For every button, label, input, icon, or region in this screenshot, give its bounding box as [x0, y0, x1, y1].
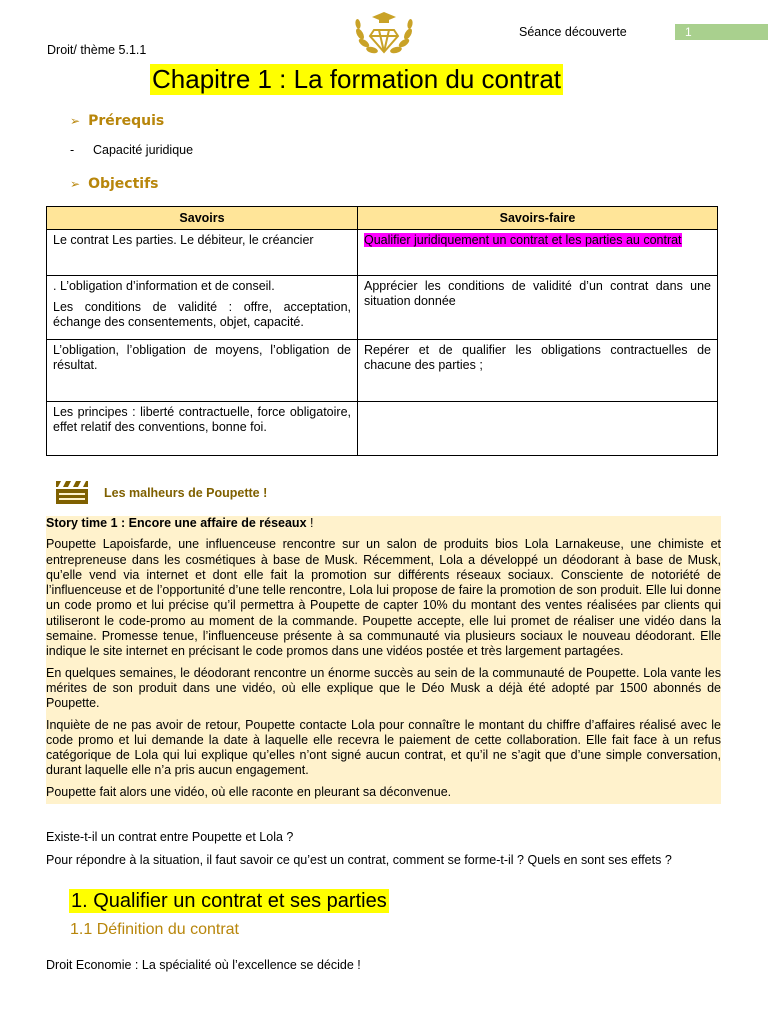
table-row [47, 276, 718, 340]
cell-text: . L’obligation d’information et de conseil. [53, 279, 275, 293]
objectifs-heading [70, 176, 159, 192]
highlighted-cell-text: Qualifier juridiquement un contrat et les parties au contrat [364, 233, 682, 247]
logo-emblem [350, 8, 418, 60]
table-cell [47, 340, 358, 402]
table-cell [47, 230, 358, 276]
arrow-bullet-icon: ➢ [70, 114, 81, 128]
story-title [46, 516, 721, 531]
story-section-title: Les malheurs de Poupette ! [104, 486, 268, 500]
session-label: Séance découverte [519, 25, 627, 39]
clapperboard-icon [55, 479, 89, 505]
question-text: Existe-t-il un contrat entre Poupette et Lola ? [46, 830, 294, 844]
table-cell [358, 276, 718, 340]
story-paragraph: Poupette fait alors une vidéo, où elle raconte en pleurant sa déconvenue. [46, 784, 452, 799]
cell-text: Le contrat Les parties. Le débiteur, le créancier [53, 233, 314, 247]
table-cell [358, 230, 718, 276]
objectifs-heading-text: Objectifs [88, 176, 159, 192]
column-header-savoirs-faire: Savoirs-faire [358, 207, 718, 230]
prerequis-heading-text: Prérequis [88, 113, 165, 129]
page-number: 1 [675, 24, 768, 40]
table-cell [358, 402, 718, 456]
cell-text: Les principes : liberté contractuelle, force obligatoire, effet relatif des conventions, bonne foi. [53, 405, 351, 434]
cell-text: Apprécier les conditions de validité d’un contrat dans une situation donnée [364, 279, 711, 308]
dash-bullet: - [70, 143, 75, 157]
section-heading-1: 1. Qualifier un contrat et ses parties [71, 890, 387, 912]
cell-text: Repérer et de qualifier les obligations contractuelles de chacune des parties ; [364, 343, 711, 372]
cell-text: L’obligation, l’obligation de moyens, l’obligation de résultat. [53, 343, 351, 372]
arrow-bullet-icon: ➢ [70, 177, 81, 191]
table-cell [358, 340, 718, 402]
table-row [47, 340, 718, 402]
objectives-table [46, 206, 718, 456]
table-cell [47, 276, 358, 340]
table-row [47, 230, 718, 276]
column-header-savoirs: Savoirs [47, 207, 358, 230]
table-header-row [47, 207, 718, 230]
page-footer: Droit Economie : La spécialité où l’excellence se décide ! [46, 958, 361, 972]
story-title-bold: Story time 1 : Encore une affaire de réseaux [46, 516, 307, 530]
story-title-suffix: ! [306, 516, 314, 530]
theme-label: Droit/ thème 5.1.1 [47, 43, 147, 57]
prerequis-heading [70, 113, 164, 129]
story-paragraph: Inquiète de ne pas avoir de retour, Poupette contacte Lola pour connaître le montant du chiffre d’affaires réalisé avec le code promo et lui demande la date à laquelle elle recevra le paiement de cette collaboration. Elle fait face à un refus catégorique de Lola qui lui explique qu’elles n’ont signé aucun contrat, et qu’il ne s’agit que d’une simple conversation, durant laquelle elle n’a pris aucun engagement. [46, 717, 721, 778]
section-heading-1-1: 1.1 Définition du contrat [70, 921, 239, 938]
story-paragraph: En quelques semaines, le déodorant rencontre un énorme succès au sein de la communauté de Poupette. Lola vante les mérites de son produit dans une vidéo, où elle explique que le Déo Musk a déjà été adopté par 1500 abonnés de Poupette. [46, 665, 721, 711]
question-text: Pour répondre à la situation, il faut savoir ce qu’est un contrat, comment se forme-t-il ? Quels en sont ses effets ? [46, 853, 672, 867]
table-cell [47, 402, 358, 456]
chapter-title: Chapitre 1 : La formation du contrat [152, 64, 562, 94]
story-paragraph: Poupette Lapoisfarde, une influenceuse rencontre sur un salon de produits bios Lola Larnakeuse, une chimiste et entrepreneuse dans les cosmétiques à base de Musk. Récemment, Lola a développé un déodorant à base de Musk, qu’elle vend via internet et dont elle fait la promotion sur différents réseaux sociaux. Consciente de notoriété de l’influenceuse et de l’opportunité d’une telle rencontre, Lola lui propose de faire la promotion de son produit. Elle lui donne un code promo et lui précise qu’il permettra à Poupette de capter 10% du montant des ventes réalisées par clients qui utiliseront le code-promo au moment de la commande. Poupette accepte, elle lui promet de réaliser une vidéo dans la semaine. Promesse tenue, l’influenceuse présente à sa communauté via plusieurs sociaux le nouveau déodorant. Elle indique le site internet en précisant le code promos dans une vidéos postée et très largement partagées. [46, 537, 721, 659]
prerequis-item [70, 143, 193, 157]
table-row [47, 402, 718, 456]
cell-text: Les conditions de validité : offre, acceptation, échange des consentements, objet, capacité. [53, 300, 351, 329]
story-box [46, 516, 721, 804]
prerequis-item-text: Capacité juridique [93, 143, 194, 157]
